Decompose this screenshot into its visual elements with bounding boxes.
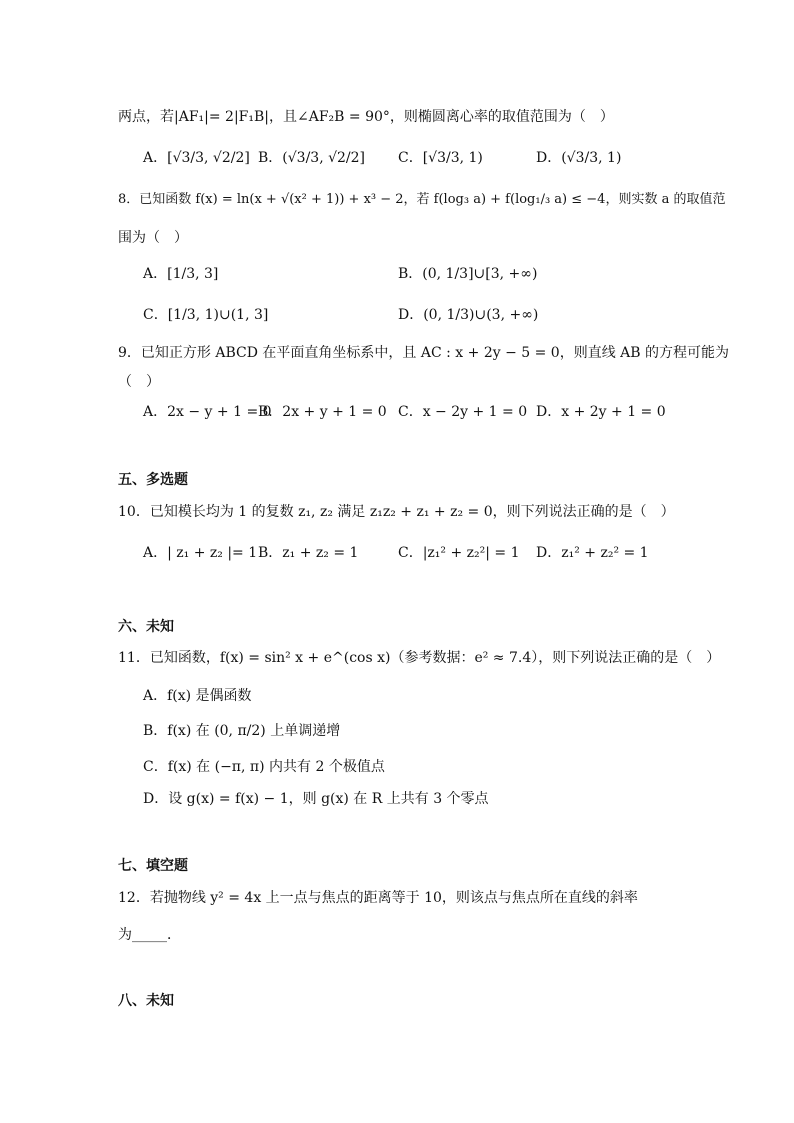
- section-6-title: 六、未知: [118, 619, 174, 635]
- q8-option-d[interactable]: D．(0, 1/3)∪(3, +∞): [398, 307, 539, 323]
- section-8-title: 八、未知: [118, 993, 174, 1009]
- q9-option-d[interactable]: D．x + 2y + 1 = 0: [536, 404, 666, 420]
- q11-stem: 11．已知函数，f(x) = sin² x + e^(cos x)（参考数据：e² ≈ 7.4），则下列说法正确的是（ ）: [118, 650, 721, 666]
- q8-option-a[interactable]: A．[1/3, 3]: [143, 266, 219, 282]
- q12-stem-line1: 12．若抛物线 y² = 4x 上一点与焦点的距离等于 10，则该点与焦点所在直线的斜率: [118, 890, 638, 906]
- q7-option-a[interactable]: A．[√3/3, √2/2]: [143, 150, 250, 166]
- q9-option-b[interactable]: B．2x + y + 1 = 0: [258, 404, 387, 420]
- q7-option-d[interactable]: D．(√3/3, 1): [536, 150, 622, 166]
- section-7-title: 七、填空题: [118, 858, 188, 874]
- q8-option-b[interactable]: B．(0, 1/3]∪[3, +∞): [398, 266, 538, 282]
- q9-stem-line2: （ ）: [118, 374, 160, 390]
- q10-option-a[interactable]: A．| z₁ + z₂ |= 1: [143, 545, 258, 561]
- q8-stem-line1: 8．已知函数 f(x) = ln(x + √(x² + 1)) + x³ − 2，若 f(log₃ a) + f(log₁/₃ a) ≤ −4，则实数 a 的取值范: [118, 192, 726, 207]
- q10-option-d[interactable]: D．z₁² + z₂² = 1: [536, 545, 649, 561]
- section-5-title: 五、多选题: [118, 472, 188, 488]
- q11-option-d[interactable]: D．设 g(x) = f(x) − 1，则 g(x) 在 R 上共有 3 个零点: [143, 791, 489, 807]
- q10-option-b[interactable]: B．z₁ + z₂ = 1: [258, 545, 359, 561]
- q7-stem: 两点，若|AF₁|= 2|F₁B|，且∠AF₂B = 90°，则椭圆离心率的取值范围为（ ）: [118, 109, 614, 125]
- q9-option-c[interactable]: C．x − 2y + 1 = 0: [398, 404, 528, 420]
- q8-stem-line2: 围为（ ）: [118, 230, 188, 246]
- q11-option-c[interactable]: C．f(x) 在 (−π, π) 内共有 2 个极值点: [143, 759, 385, 775]
- q9-option-a[interactable]: A．2x − y + 1 = 0: [143, 404, 272, 420]
- q10-stem: 10．已知模长均为 1 的复数 z₁, z₂ 满足 z₁z₂ + z₁ + z₂ = 0，则下列说法正确的是（ ）: [118, 504, 675, 520]
- q11-option-b[interactable]: B．f(x) 在 (0, π/2) 上单调递增: [143, 723, 341, 739]
- q8-option-c[interactable]: C．[1/3, 1)∪(1, 3]: [143, 307, 269, 323]
- q10-option-c[interactable]: C．|z₁² + z₂²| = 1: [398, 545, 520, 561]
- q11-option-a[interactable]: A．f(x) 是偶函数: [143, 688, 252, 704]
- q7-option-b[interactable]: B．(√3/3, √2/2]: [258, 150, 366, 166]
- q7-option-c[interactable]: C．[√3/3, 1): [398, 150, 483, 166]
- q9-stem-line1: 9．已知正方形 ABCD 在平面直角坐标系中，且 AC : x + 2y − 5 = 0，则直线 AB 的方程可能为: [118, 345, 730, 361]
- q12-stem-line2: 为_____．: [118, 927, 181, 943]
